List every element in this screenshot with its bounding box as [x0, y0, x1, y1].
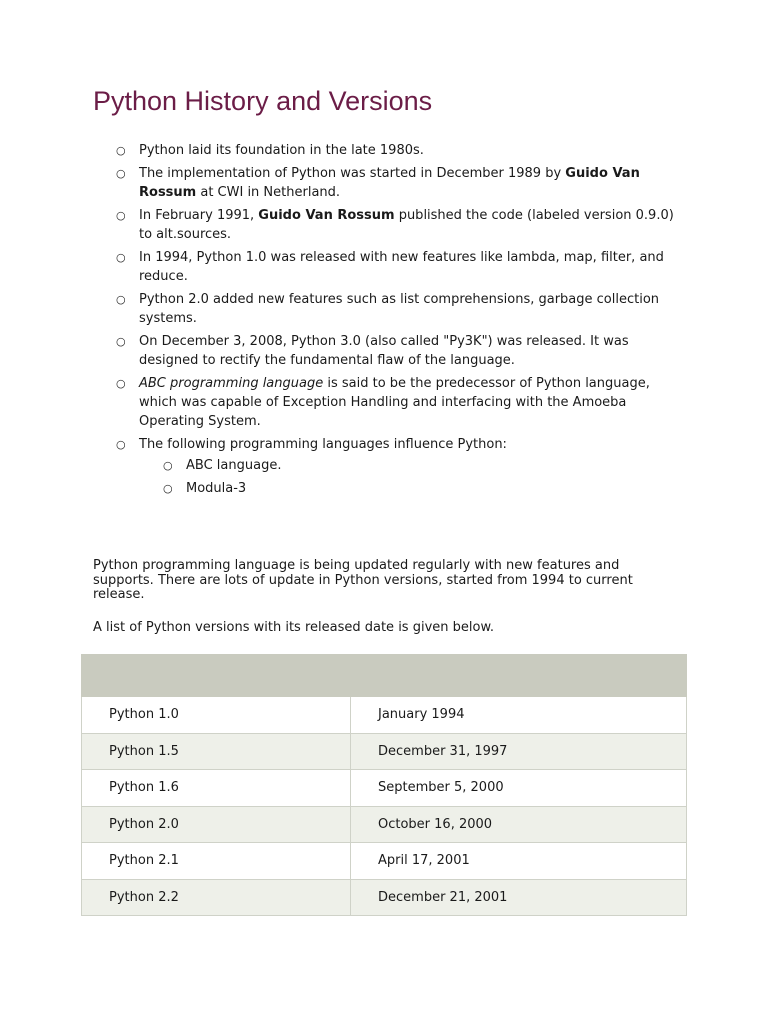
version-cell: Python 2.2	[82, 879, 351, 916]
version-cell: Python 2.0	[82, 806, 351, 843]
table-intro-paragraph: A list of Python versions with its released date is given below.	[93, 620, 495, 635]
text-segment: is said to be the predecessor of Python language, which was capable of Exception Handling and interfacing with the Amoeba Operating System.	[139, 376, 650, 429]
list-item	[0, 206, 768, 244]
release-date-cell: December 21, 2001	[351, 879, 687, 916]
circle-bullet-icon: ○	[116, 293, 126, 306]
list-item	[0, 141, 768, 160]
text-segment: ABC programming language	[139, 376, 324, 391]
list-item-text	[139, 166, 640, 200]
version-cell: Python 2.1	[82, 843, 351, 880]
versions-table	[81, 654, 687, 916]
release-date-cell: October 16, 2000	[351, 806, 687, 843]
release-date-cell: December 31, 1997	[351, 733, 687, 770]
circle-bullet-icon: ○	[116, 335, 126, 348]
release-date-cell: September 5, 2000	[351, 770, 687, 807]
list-item-text	[139, 143, 424, 158]
sub-list-item	[139, 479, 682, 498]
list-item-text	[139, 334, 629, 368]
text-segment: In February 1991,	[139, 208, 259, 223]
list-item	[0, 374, 768, 431]
page-title: Python History and Versions	[93, 86, 433, 116]
version-cell: Python 1.6	[82, 770, 351, 807]
table-row	[82, 697, 687, 734]
list-item-text	[139, 376, 650, 429]
table-header-cell	[351, 655, 687, 697]
text-segment: On December 3, 2008, Python 3.0 (also called "Py3K") was released. It was designed to rectify the fundamental flaw of the language.	[139, 334, 629, 368]
table-row	[82, 879, 687, 916]
sub-bullet-list	[139, 456, 682, 498]
release-date-cell: January 1994	[351, 697, 687, 734]
circle-bullet-icon: ○	[116, 251, 126, 264]
text-segment: The implementation of Python was started in December 1989 by	[139, 166, 566, 181]
circle-bullet-icon: ○	[116, 438, 126, 451]
table-header-row	[82, 655, 687, 697]
circle-bullet-icon: ○	[116, 209, 126, 222]
list-item	[0, 435, 768, 498]
list-item	[0, 164, 768, 202]
table-header-cell	[82, 655, 351, 697]
table-row	[82, 733, 687, 770]
list-item	[0, 332, 768, 370]
text-segment: published the code (labeled version 0.9.0) to alt.sources.	[139, 208, 674, 242]
version-cell: Python 1.0	[82, 697, 351, 734]
text-segment: In 1994, Python 1.0 was released with new features like lambda, map, filter, and reduce.	[139, 250, 664, 284]
circle-bullet-icon: ○	[116, 377, 126, 390]
circle-bullet-icon: ○	[163, 482, 173, 495]
version-cell: Python 1.5	[82, 733, 351, 770]
list-item-text	[139, 208, 674, 242]
text-segment: The following programming languages influence Python:	[139, 437, 507, 452]
table-row	[82, 770, 687, 807]
circle-bullet-icon: ○	[116, 144, 126, 157]
sub-list-item	[139, 456, 682, 475]
sub-list-item-text: Modula-3	[186, 481, 247, 496]
circle-bullet-icon: ○	[163, 459, 173, 472]
text-segment: Python 2.0 added new features such as list comprehensions, garbage collection systems.	[139, 292, 660, 326]
circle-bullet-icon: ○	[116, 167, 126, 180]
list-item-text	[139, 292, 659, 326]
list-item	[0, 248, 768, 286]
history-bullet-list	[0, 141, 768, 502]
sub-list-item-text: ABC language.	[186, 458, 282, 473]
list-item-text	[139, 437, 507, 452]
text-segment: at CWI in Netherland.	[196, 185, 341, 200]
intro-paragraph: Python programming language is being updated regularly with new features and supports. There are lots of update in Python versions, started from 1994 to current release.	[93, 558, 633, 602]
list-item-text	[139, 250, 664, 284]
text-segment: Guido Van Rossum	[139, 166, 640, 200]
table-body	[82, 697, 687, 916]
text-segment: Python laid its foundation in the late 1980s.	[139, 143, 424, 158]
list-item	[0, 290, 768, 328]
table-row	[82, 806, 687, 843]
table-row	[82, 843, 687, 880]
release-date-cell: April 17, 2001	[351, 843, 687, 880]
text-segment: Guido Van Rossum	[258, 208, 395, 223]
